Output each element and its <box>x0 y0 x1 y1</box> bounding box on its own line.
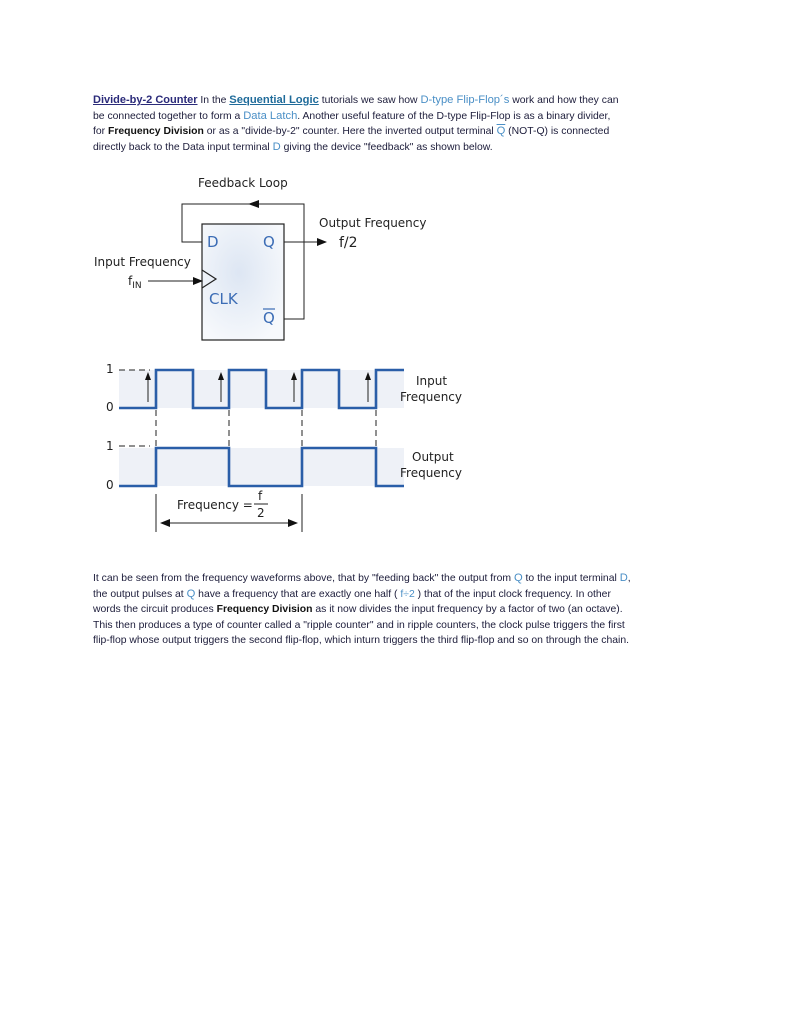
frequency-equals-label: Frequency = <box>177 498 253 512</box>
text-span: work and how they can <box>509 95 619 106</box>
text-span: ) that of the input clock frequency. In other <box>414 588 611 600</box>
input-wave-background <box>119 370 404 408</box>
d-term: D <box>272 140 281 153</box>
divide-by-2-diagram <box>86 166 486 538</box>
period-left-arrow-icon <box>160 519 170 527</box>
text-span: , <box>627 573 631 584</box>
explanation-line-2 <box>93 587 703 603</box>
explanation-line-5: flip-flop whose output triggers the second flip-flop, which inturn triggers the third flip-flop and so on through the chain. <box>93 635 630 647</box>
text-span: to the input terminal <box>522 573 620 584</box>
intro-line-2 <box>93 109 703 125</box>
terminal-qbar-label: Q <box>263 309 275 327</box>
explanation-line-1 <box>93 571 703 587</box>
text-span: have a frequency that are exactly one half ( <box>195 588 401 600</box>
terminal-q-label: Q <box>263 233 275 251</box>
q-bar-term: $\overline{Q}$ <box>496 125 506 138</box>
explanation-line-4: This then produces a type of counter called a "ripple counter" and in ripple counters, the clock pulse triggers the first <box>93 619 625 631</box>
data-latch-link[interactable]: Data Latch <box>243 109 298 122</box>
q-term: Q <box>186 587 196 600</box>
input-wave-label-line-1: Input <box>416 374 448 388</box>
text-span: the output pulses at <box>93 588 187 600</box>
waveforms <box>106 362 462 532</box>
output-wave-label-line-2: Frequency <box>400 466 462 480</box>
text-span: words the circuit produces <box>93 604 217 616</box>
feedback-arrow-icon <box>248 200 259 208</box>
text-span: In the <box>197 95 230 106</box>
text-span: tutorials we saw how <box>318 95 421 106</box>
explanation-paragraph <box>93 571 703 649</box>
input-level-1-label: 1 <box>106 362 114 376</box>
explanation-line-3 <box>93 602 703 618</box>
fraction-denominator: 2 <box>257 506 265 520</box>
fin-label <box>128 274 142 291</box>
sync-lines <box>156 410 376 446</box>
flip-flop-block <box>202 224 284 340</box>
output-level-1-label: 1 <box>106 439 114 453</box>
intro-paragraph <box>93 93 703 155</box>
frequency-division-term: Frequency Division <box>108 126 204 138</box>
text-span: directly back to the Data input terminal <box>93 141 273 153</box>
output-level-0-label: 0 <box>106 478 114 492</box>
output-frequency-label: Output Frequency <box>319 216 427 230</box>
text-span: (NOT-Q) is connected <box>505 126 610 138</box>
period-right-arrow-icon <box>288 519 298 527</box>
terminal-clk-label: CLK <box>209 290 238 308</box>
text-span: It can be seen from the frequency waveforms above, that by "feeding back" the output from <box>93 573 514 584</box>
text-span: giving the device "feedback" as shown below. <box>280 141 493 153</box>
text-span: for <box>93 126 109 138</box>
fin-subscript: IN <box>132 281 142 291</box>
input-connection <box>94 255 202 291</box>
output-connection <box>284 216 427 251</box>
intro-line-3 <box>93 124 703 140</box>
fraction-numerator: f <box>258 489 263 503</box>
input-wave-label-line-2: Frequency <box>400 390 462 404</box>
feedback-loop-label: Feedback Loop <box>198 176 288 190</box>
text-span: as it now divides the input frequency by a factor of two (an octave). <box>312 604 623 616</box>
d-term: D <box>619 572 628 584</box>
text-span: or as a "divide-by-2" counter. Here the inverted output terminal <box>203 126 497 138</box>
intro-line-4 <box>93 140 703 156</box>
text-span: . Another useful feature of the D-type Flip-Flop is as a binary divider, <box>297 110 611 122</box>
input-frequency-label: Input Frequency <box>94 255 191 269</box>
divide-by-2-counter-heading-link[interactable]: Divide-by-2 Counter <box>93 94 198 106</box>
intro-line-1 <box>93 93 703 109</box>
output-wave-label-line-1: Output <box>412 450 454 464</box>
d-type-flip-flop-link[interactable]: D-type Flip-Flop´s <box>420 94 510 106</box>
terminal-d-label: D <box>207 233 219 251</box>
output-wave-background <box>119 448 404 486</box>
f-divide-2-term: f÷2 <box>400 588 415 600</box>
input-level-0-label: 0 <box>106 400 114 414</box>
fin-base: f <box>128 274 133 288</box>
q-term: Q <box>513 572 523 584</box>
frequency-division-term: Frequency Division <box>216 604 313 616</box>
sequential-logic-link[interactable]: Sequential Logic <box>229 94 319 106</box>
output-f2-label: f/2 <box>339 235 358 251</box>
text-span: be connected together to form a <box>93 110 244 122</box>
